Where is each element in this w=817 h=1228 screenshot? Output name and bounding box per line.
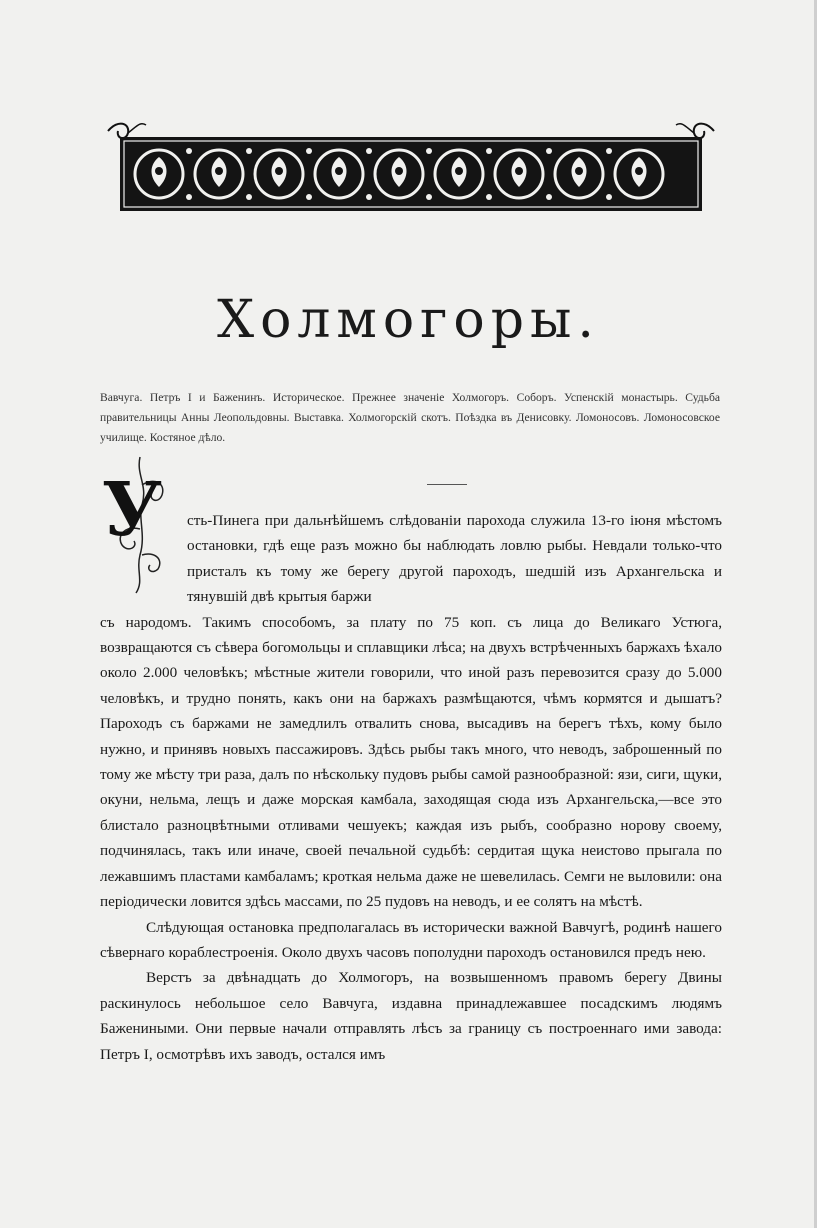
section-divider — [427, 484, 467, 485]
chapter-title: Холмогоры. — [217, 290, 600, 350]
chapter-summary: Вавчуга. Петръ I и Баженинъ. Историческое. Прежнее значеніе Холмогоръ. Соборъ. Успенскій монастырь. Судьба правительницы Анны Леопольдовны. Выставка. Холмогорскій скотъ. Поѣздка въ Денисовку. Ломоносовъ. Ломоносовское училище. Костяное дѣло. — [100, 391, 720, 444]
main-text — [100, 508, 722, 1067]
paragraph-3: Верстъ за двѣнадцать до Холмогоръ, на возвышенномъ правомъ берегу Двины раскинулось небольшое село Вавчуга, издавна принадлежавшее посадскимъ людямъ Бажениными. Они первые начали отправлять лѣсъ за границу съ построеннаго ими завода: Петръ I, осмотрѣвъ ихъ заводъ, остался имъ — [100, 969, 722, 1063]
dropcap-letter: У — [102, 467, 163, 553]
paragraph-1-continued: съ народомъ. Такимъ способомъ, за плату по 75 коп. съ лица до Великаго Устюга, возвращаются съ сѣвера богомольцы и сплавщики лѣса; на двухъ встрѣченныхъ баржахъ ѣхало около 2.000 человѣкъ; мѣстные жители говорили, что иной разъ перевозится сразу до 5.000 человѣкъ, и трудно понять, какъ они на баржахъ размѣщаются, чѣмъ кормятся и дышатъ? Пароходъ съ баржами не замедлилъ отвалить снова, высадивъ на берегъ тѣхъ, кому было нужно, и принявъ новыхъ пассажировъ. Здѣсь рыбы такъ много, что неводъ, заброшенный по тому же мѣсту три раза, далъ по нѣскольку пудовъ рыбы самой разнообразной: язи, сиги, щуки, окуни, нельма, лещъ и даже морская камбала, заходящая сюда изъ Архангельска,—все это блистало разноцвѣтными отливами чешуекъ; каждая изъ рыбъ, сообразно норову своему, подчинялась, такъ или иначе, своей печальной судьбѣ: сердитая щука неистово прыгала по лежавшимъ пластами камбаламъ; кроткая нельма даже не шевелилась. Семги не выловили: она періодически ловится здѣсь массами, по 25 пудовъ на неводъ, и ее солятъ на мѣстѣ. — [100, 613, 722, 911]
paragraph-2: Слѣдующая остановка предполагалась въ исторически важной Вавчугѣ, родинѣ нашего сѣвернаго кораблестроенія. Около двухъ часовъ пополудни пароходъ остановился предъ нею. — [100, 918, 722, 961]
ornamental-headpiece — [106, 113, 716, 215]
lead-paragraph-start: сть-Пинега при дальнѣйшемъ слѣдованіи парохода служила 13-го іюня мѣстомъ остановки, гдѣ еще разъ можно бы наблюдать ловлю рыбы. Невдали только-что присталъ къ тому же берегу другой пароходъ, шедшій изъ Архангельска и тянувшій двѣ крытыя баржи — [187, 512, 722, 606]
